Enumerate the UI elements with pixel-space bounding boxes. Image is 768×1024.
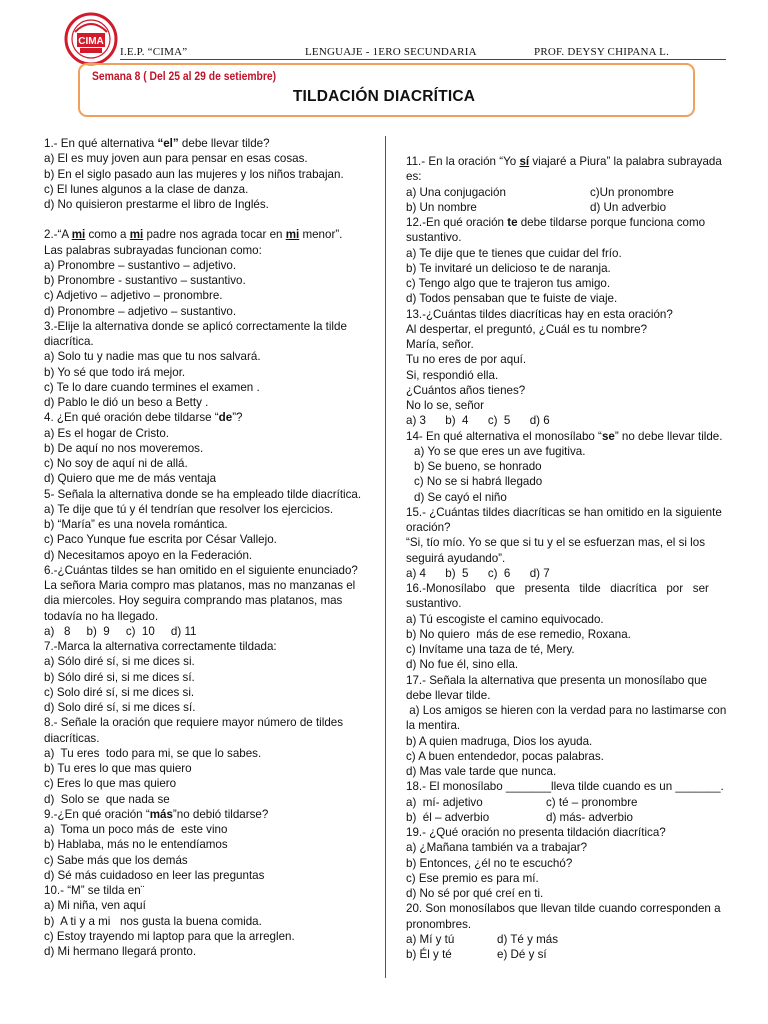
option: d) Solo se que nada se <box>44 792 170 806</box>
option: b) “María” es una novela romántica. <box>44 518 228 531</box>
week-label: Semana 8 ( Del 25 al 29 de setiembre) <box>92 71 277 83</box>
question-17-line: debe llevar tilde. <box>406 688 491 702</box>
question-6-line: dia miercoles. Hoy seguira comprando mas platanos, mas <box>44 594 343 608</box>
question-18: 18.- El monosílabo _______lleva tilde cuando es un _______. <box>406 780 724 794</box>
option: d) Quiero que me de más ventaja <box>44 472 217 486</box>
option: a) Sólo diré sí, si me dices si. <box>44 655 195 669</box>
question-4: 4. ¿En qué oración debe tildarse “de”? <box>44 411 243 425</box>
question-9: 9.-¿En qué oración “más”no debió tildarse? <box>44 807 269 821</box>
question-20-line: pronombres. <box>406 917 472 931</box>
question-13-line: No lo se, señor <box>406 399 484 412</box>
option: d) Sé más cuidadoso en leer las preguntas <box>44 868 265 882</box>
teacher-name: PROF. DEYSY CHIPANA L. <box>534 46 670 58</box>
question-15: 15.- ¿Cuántas tildes diacríticas se han omitido en la siguiente <box>406 505 722 519</box>
option: c) Eres lo que mas quiero <box>44 777 177 791</box>
option: c) A buen entendedor, pocas palabras. <box>406 749 604 763</box>
option: b) Sólo diré si, si me dices sí. <box>44 670 195 684</box>
question-11: 11.- En la oración “Yo sí viajaré a Piura” la palabra subrayada <box>406 155 722 168</box>
question-2-line: Las palabras subrayadas funcionan como: <box>44 243 262 257</box>
option: c) El lunes algunos a la clase de danza. <box>44 182 249 196</box>
option: d) Necesitamos apoyo en la Federación. <box>44 548 253 562</box>
option: a) Toma un poco más de este vino <box>44 823 228 836</box>
option: d) No fue él, sino ella. <box>406 658 519 672</box>
option-row: b) Un nombre d) Un adverbio <box>406 200 667 214</box>
question-7: 7.-Marca la alternativa correctamente tildada: <box>44 640 277 653</box>
option: a) Te dije que tú y él tendrían que resolver los ejercicios. <box>44 502 334 516</box>
option: b) Entonces, ¿él no te escuchó? <box>406 856 573 870</box>
option: d) Pronombre – adjetivo – sustantivo. <box>44 304 237 318</box>
school-logo <box>64 12 118 66</box>
option-row: a) mí- adjetivo c) té – pronombre <box>406 795 638 809</box>
question-13-line: Si, respondió ella. <box>406 368 499 382</box>
option: c) Ese premio es para mí. <box>406 871 539 885</box>
option: b) A ti y a mi nos gusta la buena comida. <box>44 914 262 928</box>
course-name: LENGUAJE - 1ERO SECUNDARIA <box>305 46 477 58</box>
question-11-line: es: <box>406 170 422 184</box>
option: a) Tu eres todo para mi, se que lo sabes. <box>44 746 262 760</box>
question-13-line: ¿Cuántos años tienes? <box>406 383 526 397</box>
question-6-line: La señora Maria compro mas platanos, mas no manzanas el <box>44 579 356 592</box>
question-12-line: sustantivo. <box>406 231 462 245</box>
option: b) Te invitaré un delicioso te de naranja. <box>406 261 611 275</box>
question-3-line: diacrítica. <box>44 335 94 348</box>
option-row: a) Mí y tú d) Té y más <box>406 932 558 946</box>
option: b) Yo sé que todo irá mejor. <box>44 365 186 379</box>
option: c) No soy de aquí ni de allá. <box>44 457 188 470</box>
option: a) Tú escogiste el camino equivocado. <box>406 612 604 626</box>
option: a) ¿Mañana también va a trabajar? <box>406 841 588 855</box>
question-1: 1.- En qué alternativa “el” debe llevar tilde? <box>44 137 270 150</box>
question-13-line: Al despertar, el preguntó, ¿Cuál es tu nombre? <box>406 322 648 336</box>
option: b) Se bueno, se honrado <box>414 460 542 473</box>
question-13-line: María, señor. <box>406 338 474 351</box>
option: a) Es el hogar de Cristo. <box>44 426 170 440</box>
option: a) Los amigos se hieren con la verdad para no lastimarse con <box>406 704 727 717</box>
question-12: 12.-En qué oración te debe tildarse porque funciona como <box>406 216 706 229</box>
question-6: 6.-¿Cuántas tildes se han omitido en el siguiente enunciado? <box>44 563 358 577</box>
option: c) Solo diré sí, si me dices si. <box>44 685 195 699</box>
option: b) En el siglo pasado aun las mujeres y los niños trabajan. <box>44 167 344 181</box>
option: b) Hablaba, más no le entendíamos <box>44 838 228 852</box>
option: a) Te dije que te tienes que cuidar del frío. <box>406 246 622 260</box>
option: a) El es muy joven aun para pensar en esas cosas. <box>44 152 308 166</box>
option: c) Paco Yunque fue escrita por César Vallejo. <box>44 533 277 547</box>
question-15-line: “Si, tío mío. Yo se que si tu y el se esfuerzan mas, el si los <box>406 536 706 550</box>
question-14: 14- En qué alternativa el monosílabo “se” no debe llevar tilde. <box>406 429 723 443</box>
question-15-line: seguirá ayudando”. <box>406 551 506 565</box>
option: c) Tengo algo que te trajeron tus amigo. <box>406 277 611 290</box>
option: b) No quiero más de ese remedio, Roxana. <box>406 627 631 641</box>
option: b) De aquí no nos moveremos. <box>44 441 204 455</box>
option: a) Solo tu y nadie mas que tu nos salvará. <box>44 350 261 364</box>
option: b) Pronombre - sustantivo – sustantivo. <box>44 274 246 287</box>
option: d) Mas vale tarde que nunca. <box>406 765 557 778</box>
option: c) Estoy trayendo mi laptop para que la arreglen. <box>44 929 295 943</box>
option: a) Pronombre – sustantivo – adjetivo. <box>44 258 237 272</box>
option: d) Se cayó el niño <box>414 490 507 504</box>
question-5: 5- Señala la alternativa donde se ha empleado tilde diacrítica. <box>44 487 362 501</box>
option: c) Invítame una taza de té, Mery. <box>406 643 575 656</box>
option-row: a) 4 b) 5 c) 6 d) 7 <box>406 566 550 580</box>
option: b) A quien madruga, Dios los ayuda. <box>406 734 593 748</box>
option-row: a) 3 b) 4 c) 5 d) 6 <box>406 414 550 428</box>
option: d) Solo diré sí, si me dices sí. <box>44 701 196 714</box>
school-name: I.E.P. “CIMA” <box>120 46 188 58</box>
option: d) Pablo le dió un beso a Betty . <box>44 396 209 409</box>
question-13-line: Tu no eres de por aquí. <box>406 353 527 367</box>
option-row: a) 8 b) 9 c) 10 d) 11 <box>44 624 197 638</box>
question-17: 17.- Señala la alternativa que presenta un monosílabo que <box>406 673 708 687</box>
question-3: 3.-Elije la alternativa donde se aplicó correctamente la tilde <box>44 319 347 333</box>
question-8-line: diacríticas. <box>44 731 100 745</box>
question-16: 16.-Monosílabo que presenta tilde diacrítica por ser <box>406 582 709 595</box>
option: d) Todos pensaban que te fuiste de viaje. <box>406 292 618 306</box>
logo-text: CIMA <box>78 36 104 47</box>
option: d) No sé por qué creí en ti. <box>406 887 544 900</box>
option: c) Te lo dare cuando termines el examen . <box>44 380 260 394</box>
option: a) Yo se que eres un ave fugitiva. <box>414 444 586 458</box>
question-16-line: sustantivo. <box>406 597 462 611</box>
option: d) Mi hermano llegará pronto. <box>44 945 197 958</box>
question-19: 19.- ¿Qué oración no presenta tildación diacrítica? <box>406 826 666 839</box>
question-10: 10.- “M” se tilda en¨ <box>44 884 145 897</box>
header-rule <box>120 59 726 60</box>
option: b) Tu eres lo que mas quiero <box>44 762 192 775</box>
column-divider <box>385 136 386 978</box>
option: c) No se si habrá llegado <box>414 475 543 489</box>
option-row: b) Él y té e) Dé y sí <box>406 948 547 961</box>
question-13: 13.-¿Cuántas tildes diacríticas hay en esta oración? <box>406 307 673 321</box>
option: d) No quisieron prestarme el libro de Inglés. <box>44 198 269 211</box>
right-column <box>406 154 727 962</box>
option-row: b) él – adverbio d) más- adverbio <box>406 810 633 824</box>
option-row: a) Una conjugación c)Un pronombre <box>406 185 674 199</box>
question-15-line: oración? <box>406 521 451 534</box>
option: a) Mi niña, ven aquí <box>44 899 146 913</box>
left-column <box>44 136 362 959</box>
question-6-line: todavía no ha llegado. <box>44 609 159 623</box>
option: c) Sabe más que los demás <box>44 853 188 867</box>
page-title: TILDACIÓN DIACRÍTICA <box>292 88 476 105</box>
option: c) Adjetivo – adjetivo – pronombre. <box>44 289 223 303</box>
question-20: 20. Son monosílabos que llevan tilde cuando corresponden a <box>406 902 721 916</box>
question-8: 8.- Señale la oración que requiere mayor número de tildes <box>44 716 344 730</box>
option-line: la mentira. <box>406 719 461 733</box>
question-2: 2.-“A mi como a mi padre nos agrada tocar en mi menor”. <box>44 228 343 242</box>
